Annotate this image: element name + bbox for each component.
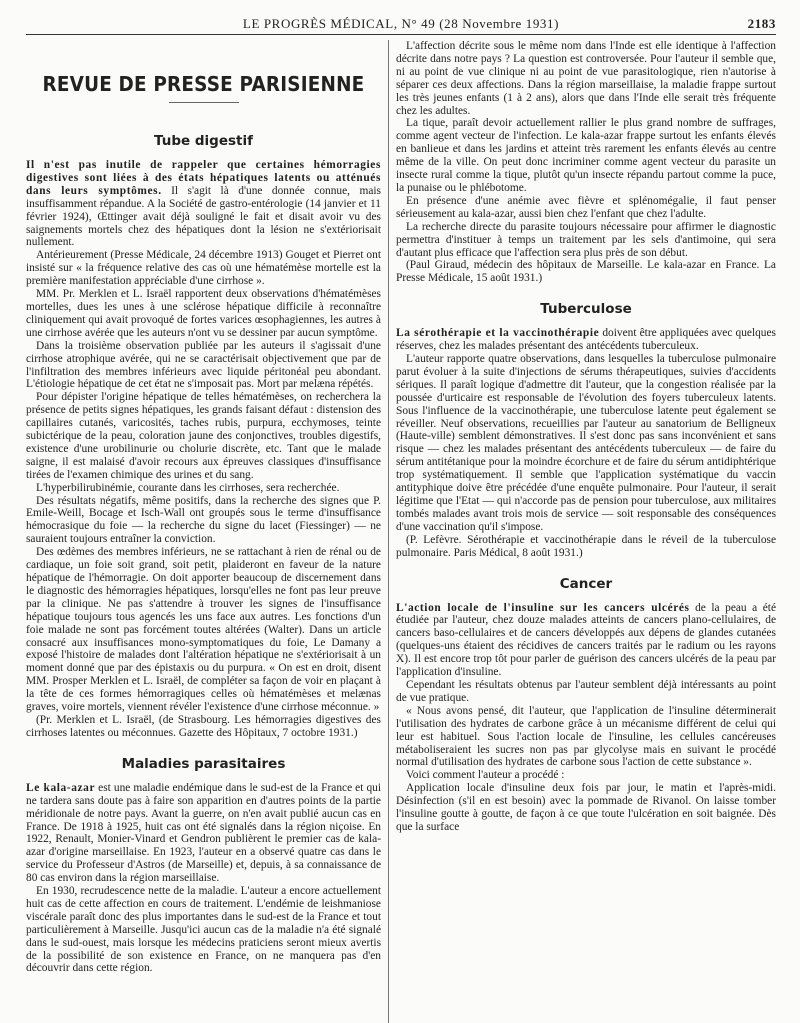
paragraph: Cependant les résultats obtenus par l'auteur semblent déjà intéressants au point de vue pratique. [396,678,776,704]
paragraph: Des résultats négatifs, même positifs, dans la recherche des signes que P. Emile-Weill, Bocage et Isch-Wall ont groupés sous le terme d'insuffisance hémocrasique du foie — la recherche du signe du lacet (Fiessinger) — ne sauraient toujours entraîner la conviction. [26,494,381,546]
heading-cancer: Cancer [559,575,613,592]
paragraph: La tique, paraît devoir actuellement rallier le plus grand nombre de suffrages, comme agent vecteur de l'infection. Le kala-azar frappe surtout les enfants élevés en banlieue et dans les jardins et atteint très rarement les enfants élevés au centre même de la ville. On peut donc incriminer comme agent vecteur du parasite un insecte rural comme la tique, plutôt qu'un insecte répandu partout comme la puce, la punaise ou le phlébotome. [396,117,776,194]
lead-phrase: Il n'est pas inutile de rappeler que certaines hémorragies digestives sont liées à des états hépatiques latents ou atténués dans leurs symptômes. [26,159,381,197]
paragraph: En 1930, recrudescence nette de la maladie. L'auteur a encore actuellement huit cas de cette affection en cours de traitement. L'endémie de leishmaniose viscérale paraît donc des plus importantes dans le sud-est de la France et tout particulièrement à Marseille. Jusqu'ici aucun cas de la maladie n'a été signalé dans le sud-ouest, mais lorsque les médecins praticiens seront mieux avertis de la possibilité de son existence en France, on ne manquera pas d'en découvrir dans cette région. [26,885,381,975]
reference: (Pr. Merklen et L. Israël, (de Strasbourg. Les hémorragies digestives des cirrhoses latentes ou méconnues. Gazette des Hôpitaux, 7 octobre 1931.) [26,713,381,739]
two-column-body [26,40,776,1023]
section-masthead: REVUE DE PRESSE PARISIENNE [42,72,365,96]
lead-phrase: Le kala-azar [26,781,96,794]
paragraph: « Nous avons pensé, dit l'auteur, que l'application de l'insuline déterminerait l'utilisation des hydrates de carbone grâce à un mécanisme différent de celui qui leur est habituel. Sous l'action locale de l'insuline, les cellules cancéreuses métaboliseraient les sucres non pas par glycolyse mais en suivant le procédé normal d'utilisation des hydrates de carbone sous l'action de cette substance ». [396,704,776,769]
paragraph: Antérieurement (Presse Médicale, 24 décembre 1913) Gouget et Pierret ont insisté sur « la fréquence relative des cas où une hématémèse mortelle est la première manifestation appréciable d'une cirrhose ». [26,249,381,288]
paragraph: L'affection décrite sous le même nom dans l'Inde est elle identique à l'affection décrite dans notre pays ? La question est controversée. Pour l'auteur il semble que, ni au point de vue clinique ni au point de vue parasitologique, rien n'autorise à séparer ces deux affections. Dans la région marseillaise, la maladie frappe surtout les très jeunes enfants (1 à 2 ans), alors que dans l'Inde elle serait très fréquente chez les adultes. [396,40,776,117]
paragraph-text: Il s'agit là d'une donnée connue, mais insuffisamment répandue. A la Société de gastro-entérologie (14 janvier et 11 février 1924), Œttinger avait déjà souligné le fait et disait avoir vu des saignements mortels chez des hépatiques dont la lésion ne s'extériorisait nullement. [26,184,381,249]
heading-maladies-parasitaires: Maladies parasitaires [121,755,286,772]
paragraph: MM. Pr. Merklen et L. Israël rapportent deux observations d'hématémèses mortelles, dues les unes à une sclérose hépatique difficile à reconnaître cliniquement qui avait provoqué de fortes varices œsophagiennes, les autres à une cirrhose avérée que les auteurs n'ont vu se dessiner par aucun symptôme. [26,288,381,339]
paragraph [26,159,381,249]
lead-phrase: La sérothérapie et la vaccinothérapie [396,327,600,340]
paragraph: Des œdèmes des membres inférieurs, ne se rattachant à rien de rénal ou de cardiaque, un foie soit grand, soit petit, plaideront en faveur de la nature hépatique de l'hémorragie. On doit apporter beaucoup de discernement dans le diagnostic des hémorragies hépatiques, lorsqu'elles ne font pas leur preuve par la clinique. Ne pas s'attendre à trouver les signes de l'insuffisance hépatique toujours tous agencés les uns face aux autres. Les fonctions d'un foie malade ne sont pas forcément toutes altérées (Walter). Dans un article consacré aux insuffisances mono-symptomatiques du foie, Le Damany a exposé l'histoire de malades dont l'altération hépatique ne s'extériorisait à un moment donné que par des épistaxis ou du purpura. « On est en droit, disent MM. Prosper Merklen et L. Israël, de compléter sa façon de voir en plaçant à la tête de ces formes hémorragiques celles où hématémèses et melænas graves, voire mortels, viennent révéler l'existence d'une cirrhose méconnue. » [26,546,381,714]
paragraph-text: de la peau a été étudiée par l'auteur, chez douze malades atteints de cancers plano-cellulaires, de cancers baso-cellulaires et de cancers développés aux dépens de glandes cutanées (quelques-uns étaient des récidives de cancers traités par le radium ou les rayons X). Il est encore trop tôt pour parler de guérison des cancers ulcérés de la peau par l'application d'insuline. [396,601,776,679]
reference: (P. Lefèvre. Sérothérapie et vaccinothérapie dans le réveil de la tuberculose pulmonaire. Paris Médical, 8 août 1931.) [396,533,776,559]
paragraph: Pour dépister l'origine hépatique de telles hématémèses, on recherchera la présence de petits signes hépatiques, les grands faisant défaut : distension des capillaires cutanés, varicosités, taches rubis, purpura, ecchymoses, teinte subictérique de la peau, coloration jaune des conjonctives, troubles digestifs, existence d'une urobilinurie ou cholurie discrète, etc. Tant que le malade saigne, il est malaisé d'avoir recours aux épreuves classiques d'insuffisance tirées de l'examen chimique des urines et du sang. [26,391,381,481]
column-divider [388,40,389,1023]
page-number: 2183 [747,16,776,31]
paragraph: En présence d'une anémie avec fièvre et splénomégalie, il faut penser sérieusement au kala-azar, aussi bien chez l'enfant que chez l'adulte. [396,194,776,220]
paragraph [396,327,776,353]
paragraph: Voici comment l'auteur a procédé : [406,769,565,782]
reference: (Paul Giraud, médecin des hôpitaux de Marseille. Le kala-azar en France. La Presse Médicale, 15 août 1931.) [396,259,776,285]
title-rule [169,102,239,103]
heading-tube-digestif: Tube digestif [154,133,253,149]
paragraph: Application locale d'insuline deux fois par jour, le matin et l'après-midi. Désinfection (s'il en est besoin) avec la pommade de Rivanol. On laisse tomber l'insuline goutte à goutte, de façon à ce que toute l'ulcération en soit baignée. Dès que la surface [396,782,776,833]
running-header [26,0,776,35]
lead-phrase: L'action locale de l'insuline sur les cancers ulcérés [396,601,690,614]
paragraph-text: est une maladie endémique dans le sud-est de la France et qui ne tardera sans doute pas à faire son apparition en d'autres points de la partie méridionale de notre pays. Avant la guerre, on n'en avait publié aucun cas en France. De 1918 à 1925, huit cas ont été signalés dans la région niçoise. En 1922, Renault, Monier-Vinard et Gendron publièrent le premier cas de kala-azar d'origine marseillaise. En 1923, l'auteur en a observé quatre cas dans le service du Professeur d'Astros (de Marseille) et, depuis, à sa connaissance de 80 cas environ dans la région marseillaise. [26,781,381,885]
paragraph [26,782,381,885]
paragraph [396,602,776,679]
paragraph: L'hyperbilirubinémie, courante dans les cirrhoses, sera recherchée. [36,481,340,494]
paragraph: La recherche directe du parasite toujours nécessaire pour affirmer le diagnostic permettra d'instituer à temps un traitement par les sels d'antimoine, qui sera d'autant plus efficace que l'affection sera plus près de son début. [396,220,776,259]
journal-title: LE PROGRÈS MÉDICAL, N° 49 (28 Novembre 1931) [242,16,560,31]
heading-tuberculose: Tuberculose [540,301,632,318]
paragraph: L'auteur rapporte quatre observations, dans lesquelles la tuberculose pulmonaire parut évoluer à la suite d'injections de sérums thérapeutiques, suivies d'accidents sériques. Il paraît logique d'admettre dit l'auteur, que la congestion réalisée par la poussée d'urticaire est responsable de l'évolution des foyers tuberculeux latents. Sous l'influence de la vaccinothérapie, une tuberculose latente peut également se réveiller. Neuf observations, recueillies par l'auteur au sanatorium de Belligneux (Haute-ville) semblent démonstratives. Il s'est donc pas sans inconvénient et sans risque — chez les malades présentant des antécédents tuberculeux — de faire du sérum antitétanique pour la moindre écorchure et de faire du sérum antidiphtérique trop systématiquement. Il semble que l'application systématique du vaccin antityphique doive être précédée d'une enquête pulmonaire. Pour l'auteur, il serait légitime que l'Etat — qui n'accorde pas de pension pour tuberculose, aux militaires tombés malades avant trois mois de service — soit responsable des conséquences d'une vaccination qu'il s'impose. [396,353,776,533]
right-column [396,40,776,1023]
paragraph-text: doivent être appliquées avec quelques réserves, chez les malades présentant des antécédents tuberculeux. [396,327,776,353]
left-column [26,40,381,1023]
paragraph: Dans la troisième observation publiée par les auteurs il s'agissait d'une cirrhose atrophique avérée, qui ne se caractérisait objectivement que par de l'infiltration des membres inférieurs avec liquide péritonéal peu abondant. L'étiologie hépatique de cet état ne s'imposait pas. Mort par melæna répétés. [26,339,381,391]
